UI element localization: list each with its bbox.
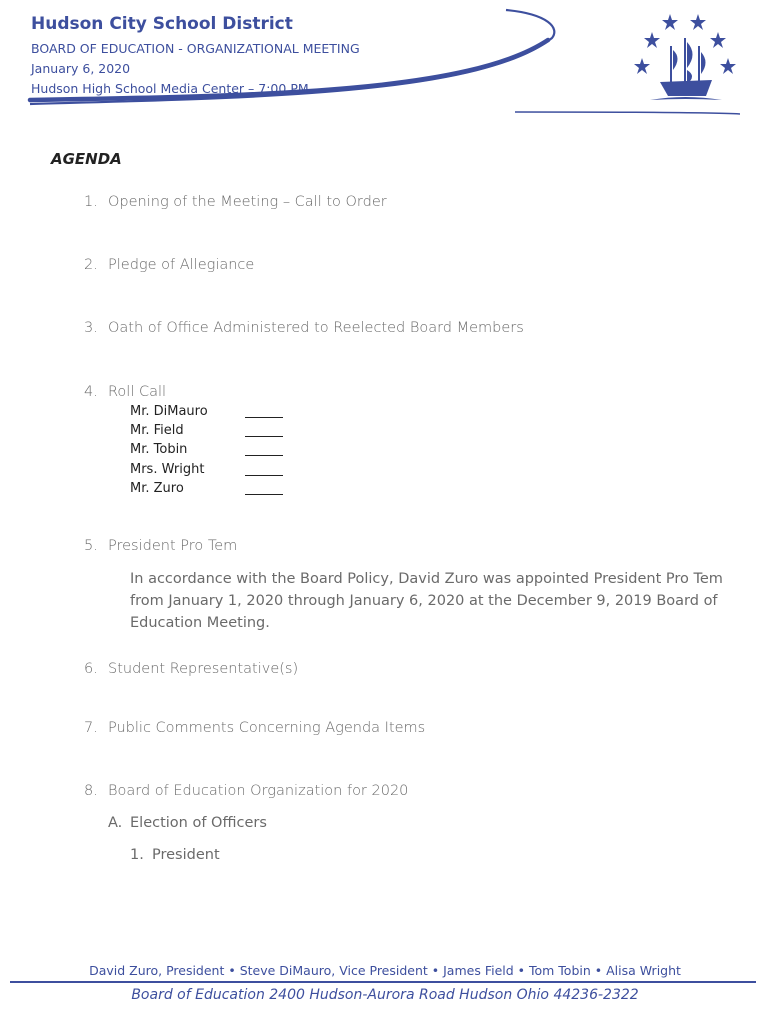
roll-call-row (130, 442, 300, 461)
member-name: Mr. Field (130, 423, 184, 439)
item-number: 5. (84, 538, 98, 554)
agenda-item-2 (84, 257, 254, 273)
roll-call-list (130, 404, 300, 500)
agenda-item-3 (84, 320, 524, 336)
item-label: Board of Education Organization for 2020 (108, 783, 409, 799)
member-name: Mr. Zuro (130, 480, 184, 496)
item-label: Oath of Office Administered to Reelected Board Members (108, 320, 524, 336)
item-number: 6. (84, 661, 98, 677)
agenda-item-7 (84, 720, 425, 736)
item-number: 8. (84, 783, 98, 799)
item-label: Pledge of Allegiance (108, 257, 255, 273)
meeting-date: January 6, 2020 (31, 61, 131, 76)
pro-tem-paragraph: In accordance with the Board Policy, David Zuro was appointed President Pro Tem from January 1, 2020 through January 6, 2020 at the December 9, 2019 Board of Education Meeting. (130, 571, 723, 631)
item-number: 7. (84, 720, 98, 736)
letterhead (0, 0, 770, 130)
meeting-title: BOARD OF EDUCATION - ORGANIZATIONAL MEETING (31, 41, 360, 56)
roll-call-row (130, 481, 300, 500)
agenda-item-5 (84, 538, 237, 554)
item-label: Student Representative(s) (108, 661, 299, 677)
attendance-blank (245, 423, 283, 437)
member-name: Mrs. Wright (130, 461, 205, 477)
board-members-footer: David Zuro, President • Steve DiMauro, Vice President • James Field • Tom Tobin • Alisa Wright (89, 963, 681, 978)
item-label: Public Comments Concerning Agenda Items (108, 720, 426, 736)
roll-call-row (130, 423, 300, 442)
subitem-number: 1. (130, 847, 144, 863)
item-number: 4. (84, 384, 98, 400)
roll-call-row (130, 404, 300, 423)
subitem-label: Election of Officers (130, 815, 267, 831)
agenda-item-4 (84, 384, 166, 400)
item-label: Opening of the Meeting – Call to Order (108, 194, 387, 210)
subitem-letter: A. (108, 815, 123, 831)
agenda-item-1 (84, 194, 387, 210)
agenda-title: AGENDA (51, 150, 122, 168)
member-name: Mr. DiMauro (130, 404, 208, 419)
attendance-blank (245, 404, 283, 418)
subitem-label: President (152, 847, 220, 863)
board-address-footer: Board of Education 2400 Hudson-Aurora Road Hudson Ohio 44236-2322 (131, 987, 639, 1003)
footer-divider (10, 981, 756, 983)
agenda-item-8 (84, 783, 408, 799)
item-label: Roll Call (108, 384, 167, 400)
ship-with-stars-icon (630, 10, 740, 105)
attendance-blank (245, 481, 283, 495)
attendance-blank (245, 462, 283, 476)
subitem-president (130, 847, 220, 863)
roll-call-row (130, 462, 300, 481)
meeting-location: Hudson High School Media Center – 7:00 PM (31, 81, 309, 96)
attendance-blank (245, 442, 283, 456)
item-number: 1. (84, 194, 98, 210)
item-label: President Pro Tem (108, 538, 238, 554)
item-number: 2. (84, 257, 98, 273)
item-number: 3. (84, 320, 98, 336)
district-name: Hudson City School District (31, 14, 293, 34)
agenda-item-6 (84, 661, 298, 677)
member-name: Mr. Tobin (130, 442, 188, 458)
subitem-election-of-officers (108, 815, 267, 831)
